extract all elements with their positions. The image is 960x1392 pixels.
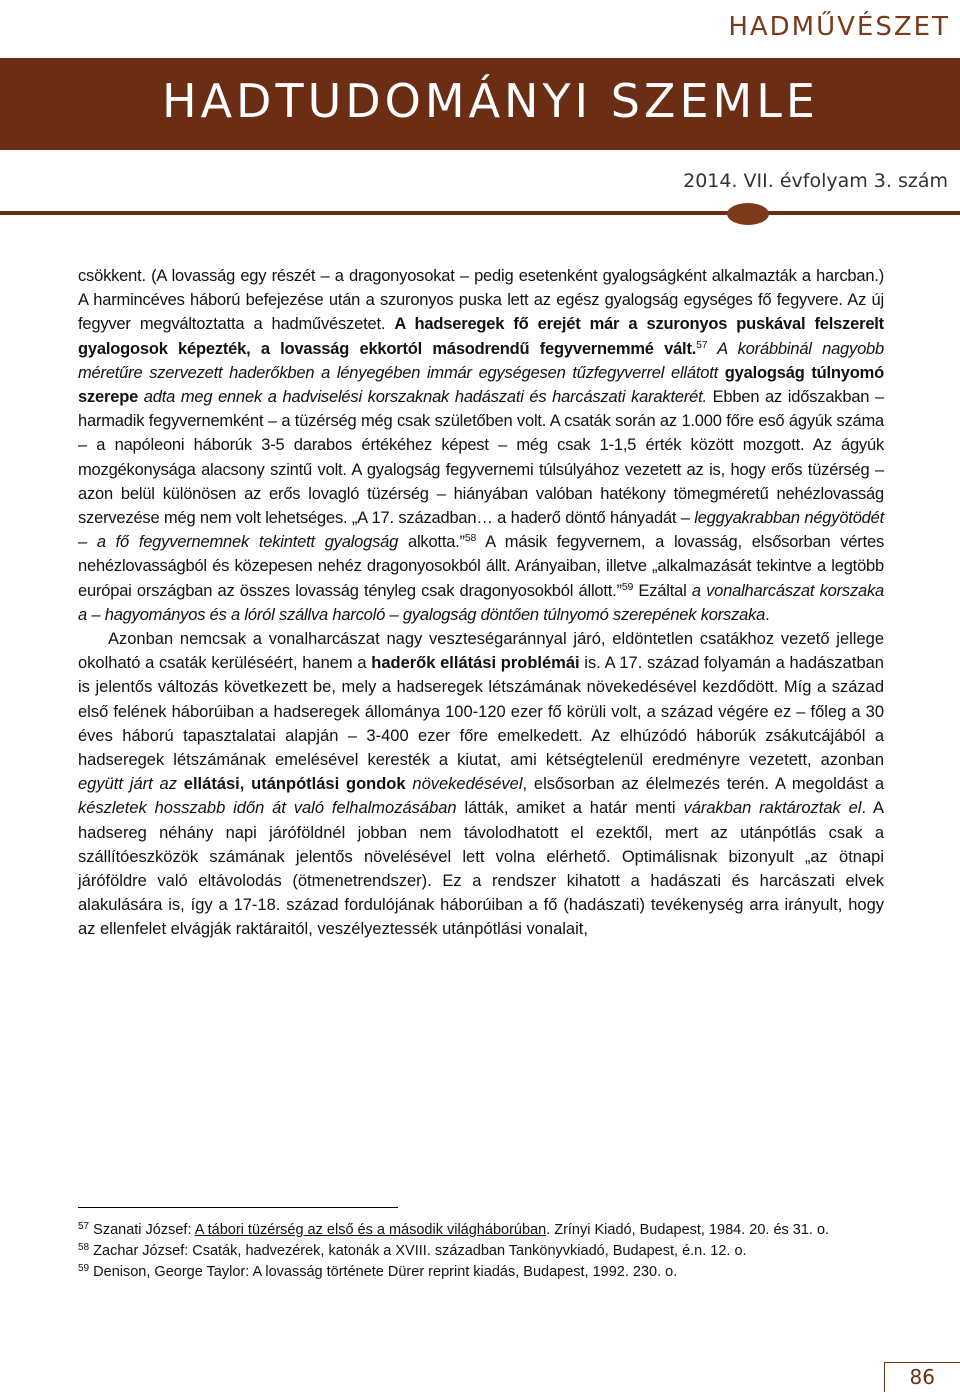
ornament — [727, 203, 769, 225]
text-run: Ezáltal — [633, 581, 692, 600]
italic-run: a vonalharcászat korszaka a – hagyományos és a lóról szállva harcoló – gyalogság döntően túlnyomó szerepének korszaka — [78, 581, 884, 624]
italic-run: együtt járt az — [78, 775, 184, 794]
italic-run: készletek hosszabb időn át való felhalmozásában — [78, 799, 457, 818]
header-rule — [0, 211, 960, 215]
italic-run: várakban raktároztak el — [683, 799, 862, 818]
footnote-text: Zachar József: Csaták, hadvezérek, katonák a XVIII. században Tankönyvkiadó, Budapest, é.n. 12. o. — [89, 1243, 747, 1259]
header-band — [0, 58, 960, 150]
bold-run: haderők ellátási problémái — [371, 654, 580, 673]
text-run: látták, amiket a határ menti — [456, 799, 684, 818]
text-run: csökkent. (A lovasság egy részét – a dragonyosokat – pedig esetenként gyalogságként alkalmazták a harcban.) A harmincéves háború befejezése után a szuronyos puska lett az egész gyalogság egységes fő fegyvere. Az új fegyver megváltoztatta a hadművészetet. — [78, 267, 884, 334]
issue-info: 2014. VII. évfolyam 3. szám — [683, 170, 948, 192]
paragraph-1 — [78, 264, 884, 627]
footnote-text: . Zrínyi Kiadó, Budapest, 1984. 20. és 31. o. — [546, 1222, 830, 1238]
text-run: , elsősorban az élelmezés terén. A megoldást a — [522, 775, 884, 794]
footnote-link[interactable]: A tábori tüzérség az első és a második világháborúban — [194, 1222, 547, 1238]
paragraph-2 — [78, 627, 884, 942]
footnote-text: Szanati József: — [89, 1222, 195, 1238]
italic-run: növekedésével — [405, 775, 523, 794]
footnote-ref-59[interactable]: 59 — [621, 580, 634, 593]
text-run: . — [765, 605, 770, 624]
italic-run: A korábbinál nagyobb méretűre szervezett haderőkben a lényegében immár egységesen tűzfegyverrel ellátott — [78, 339, 884, 382]
section-label: HADMŰVÉSZET — [728, 12, 950, 42]
footnote-text: Denison, George Taylor: A lovasság története Dürer reprint kiadás, Budapest, 1992. 230. o. — [89, 1264, 678, 1280]
footnote-59 — [78, 1263, 884, 1282]
footnotes — [78, 1221, 884, 1284]
journal-title: HADTUDOMÁNYI SZEMLE — [162, 74, 819, 128]
page-number-box — [884, 1362, 960, 1392]
text-run: . A hadsereg néhány napi járóföldnél jobban nem távolodhatott el ezektől, mert az utánpótlás csak a szállítóeszközök számának jelentős növelésével lett volna elérhető. Optimálisnak bizonyult „az ötnapi járóföldre való eltávolodás (ötmenetrendszer). Ez a rendszer kihatott a hadászati és harcászati elvek alakulására is, így a 17-18. század fordulójának háborúiban a fő (hadászati) tevékenység arra irányult, hogy az ellenfelet elvágják raktáraitól, veszélyeztessék utánpótlási vonalait, — [78, 799, 884, 939]
footnote-number: 59 — [78, 1263, 90, 1274]
footnote-separator — [78, 1207, 398, 1208]
text-run: Azonban nemcsak a vonalharcászat nagy veszteségaránnyal járó, eldöntetlen csatákhoz vezető jellege okolható a csaták kerüléséért, hanem a — [78, 630, 884, 673]
bold-run: A hadseregek fő erejét már a szuronyos puskával felszerelt gyalogosok képezték, a lovasság ekkortól másodrendű fegyvernemmé vált. — [78, 315, 884, 358]
footnote-ref-57[interactable]: 57 — [696, 338, 708, 351]
footnote-58 — [78, 1242, 884, 1261]
page-number: 86 — [909, 1365, 935, 1389]
text-run: A másik fegyvernem, a lovasság, elsősorban vértes nehézlovasságból és közepesen nehéz dragonyosokból állt. Arányaiban, illetve „alkalmazását tekintve a legtöbb európai országban az összes lovasság tényleg csak dragonyosokból állott.” — [78, 533, 884, 600]
footnote-number: 57 — [78, 1221, 90, 1232]
text-run: Ebben az időszakban – harmadik fegyvernemként – a tüzérség még csak születőben volt. A csaták során az 1.000 főre eső ágyúk száma – a napóleoni háborúk 3-5 darabos értékéhez képest – még csak 1-1,5 érték között mozgott. Az ágyúk mozgékonysága alacsony szintű volt. A gyalogság fegyvernemi túlsúlyához vezetett az is, hogy erős tüzérség – azon belül különösen az erős lovagló tüzérség – hiányában valóban hatékony tömegméretű nehézlovasság szervezése még nem volt lehetséges. — [78, 388, 884, 528]
footnote-57 — [78, 1221, 884, 1240]
italic-run: – leggyakrabban négyötödét – a fő fegyvernemnek tekintett gyalogság — [78, 509, 885, 552]
text-run: alkotta.” — [398, 533, 465, 552]
footnote-number: 58 — [78, 1242, 90, 1253]
footnote-ref-58[interactable]: 58 — [464, 532, 477, 545]
italic-run: adta meg ennek a hadviselési korszaknak hadászati és harcászati karakterét. — [138, 388, 707, 407]
text-run: „A 17. században… a haderő döntő hányadát — [351, 509, 677, 528]
text-run: is. A 17. század folyamán a hadászatban is jelentős változás következett be, mely a hadseregek létszámának növekedésével kezdődött. Míg a század első felének háborúiban a hadseregek állománya 100-120 ezer fő körüli volt, a század végére ez – főleg a 30 éves háború tapasztalatai alapján – 3-400 ezer főre emelkedett. Az elhúzódó háborúk zsákutcájából a hadseregek létszámának emelésével keresték a kiutat, ami kétségtelenül eredményre vezetett, azonban — [78, 654, 884, 770]
bold-run: gyalogság túlnyomó szerepe — [78, 363, 884, 407]
main-text — [78, 264, 884, 942]
bold-run: ellátási, utánpótlási gondok — [183, 775, 406, 794]
